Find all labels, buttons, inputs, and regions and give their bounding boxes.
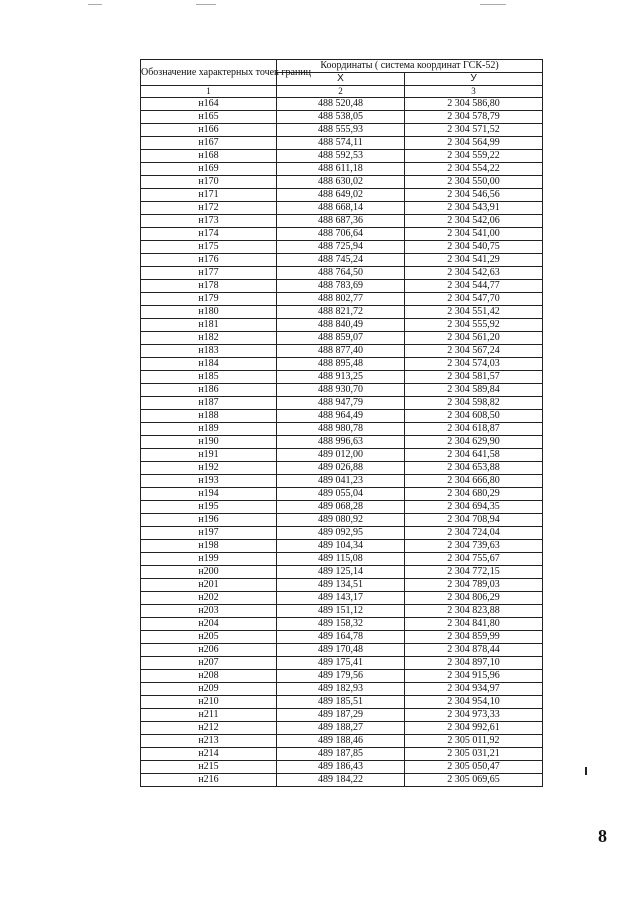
x-cell: 489 184,22 — [277, 774, 405, 787]
y-cell: 2 304 789,03 — [405, 579, 543, 592]
table-row — [141, 124, 543, 137]
point-id-cell: н197 — [141, 527, 277, 540]
x-cell: 488 802,77 — [277, 293, 405, 306]
y-cell: 2 304 608,50 — [405, 410, 543, 423]
y-cell: 2 304 878,44 — [405, 644, 543, 657]
y-cell: 2 305 069,65 — [405, 774, 543, 787]
table-row — [141, 371, 543, 384]
point-id-cell: н182 — [141, 332, 277, 345]
x-cell: 489 188,46 — [277, 735, 405, 748]
point-id-cell: н181 — [141, 319, 277, 332]
point-id-cell: н183 — [141, 345, 277, 358]
point-id-cell: н214 — [141, 748, 277, 761]
y-cell: 2 304 641,58 — [405, 449, 543, 462]
x-cell: 489 186,43 — [277, 761, 405, 774]
table-row — [141, 358, 543, 371]
x-cell: 489 182,93 — [277, 683, 405, 696]
point-id-cell: н166 — [141, 124, 277, 137]
x-cell: 488 964,49 — [277, 410, 405, 423]
x-cell: 489 170,48 — [277, 644, 405, 657]
scan-speck — [480, 4, 506, 5]
point-id-cell: н179 — [141, 293, 277, 306]
table-row — [141, 202, 543, 215]
y-cell: 2 304 708,94 — [405, 514, 543, 527]
point-id-cell: н172 — [141, 202, 277, 215]
y-cell: 2 305 050,47 — [405, 761, 543, 774]
point-id-cell: н187 — [141, 397, 277, 410]
table-row — [141, 475, 543, 488]
table-row — [141, 566, 543, 579]
y-cell: 2 304 564,99 — [405, 137, 543, 150]
table-row — [141, 696, 543, 709]
y-cell: 2 304 571,52 — [405, 124, 543, 137]
point-id-cell: н193 — [141, 475, 277, 488]
point-id-cell: н209 — [141, 683, 277, 696]
column-number: 1 — [141, 86, 277, 98]
x-cell: 488 821,72 — [277, 306, 405, 319]
table-row — [141, 501, 543, 514]
y-cell: 2 304 992,61 — [405, 722, 543, 735]
point-id-cell: н164 — [141, 98, 277, 111]
point-id-cell: н167 — [141, 137, 277, 150]
y-cell: 2 304 589,84 — [405, 384, 543, 397]
y-cell: 2 304 543,91 — [405, 202, 543, 215]
y-cell: 2 304 954,10 — [405, 696, 543, 709]
x-cell: 488 947,79 — [277, 397, 405, 410]
table-row — [141, 657, 543, 670]
table-row — [141, 774, 543, 787]
y-cell: 2 304 755,67 — [405, 553, 543, 566]
page-number: 8 — [598, 826, 607, 846]
table-row — [141, 605, 543, 618]
y-cell: 2 304 574,03 — [405, 358, 543, 371]
point-id-cell: н213 — [141, 735, 277, 748]
column-number: 3 — [405, 86, 543, 98]
x-cell: 488 668,14 — [277, 202, 405, 215]
table-row — [141, 189, 543, 202]
x-cell: 488 520,48 — [277, 98, 405, 111]
x-cell: 488 649,02 — [277, 189, 405, 202]
y-cell: 2 304 897,10 — [405, 657, 543, 670]
table-row — [141, 241, 543, 254]
table-row — [141, 449, 543, 462]
y-cell: 2 304 653,88 — [405, 462, 543, 475]
y-cell: 2 304 724,04 — [405, 527, 543, 540]
margin-mark — [585, 767, 587, 775]
point-id-cell: н212 — [141, 722, 277, 735]
table-row — [141, 293, 543, 306]
y-cell: 2 304 934,97 — [405, 683, 543, 696]
table-row — [141, 722, 543, 735]
y-cell: 2 304 973,33 — [405, 709, 543, 722]
y-cell: 2 304 806,29 — [405, 592, 543, 605]
y-cell: 2 304 561,20 — [405, 332, 543, 345]
y-cell: 2 304 567,24 — [405, 345, 543, 358]
x-cell: 489 115,08 — [277, 553, 405, 566]
x-cell: 488 783,69 — [277, 280, 405, 293]
x-cell: 488 913,25 — [277, 371, 405, 384]
y-cell: 2 304 547,70 — [405, 293, 543, 306]
point-id-cell: н198 — [141, 540, 277, 553]
y-cell: 2 304 666,80 — [405, 475, 543, 488]
x-cell: 489 068,28 — [277, 501, 405, 514]
y-cell: 2 304 540,75 — [405, 241, 543, 254]
y-cell: 2 304 544,77 — [405, 280, 543, 293]
y-cell: 2 304 694,35 — [405, 501, 543, 514]
scan-speck — [196, 4, 216, 5]
table-row — [141, 267, 543, 280]
y-cell: 2 304 554,22 — [405, 163, 543, 176]
point-id-cell: н199 — [141, 553, 277, 566]
x-cell: 489 055,04 — [277, 488, 405, 501]
header-x: X — [277, 73, 405, 86]
table-row — [141, 540, 543, 553]
y-cell: 2 304 823,88 — [405, 605, 543, 618]
table-row — [141, 319, 543, 332]
table-row — [141, 514, 543, 527]
point-id-cell: н216 — [141, 774, 277, 787]
x-cell: 488 895,48 — [277, 358, 405, 371]
table-row — [141, 709, 543, 722]
y-cell: 2 304 859,99 — [405, 631, 543, 644]
point-id-cell: н176 — [141, 254, 277, 267]
x-cell: 488 725,94 — [277, 241, 405, 254]
x-cell: 488 859,07 — [277, 332, 405, 345]
table-row — [141, 163, 543, 176]
point-id-cell: н180 — [141, 306, 277, 319]
point-id-cell: н208 — [141, 670, 277, 683]
x-cell: 488 840,49 — [277, 319, 405, 332]
table-row — [141, 215, 543, 228]
point-id-cell: н211 — [141, 709, 277, 722]
table-row — [141, 683, 543, 696]
point-id-cell: н194 — [141, 488, 277, 501]
table-row — [141, 748, 543, 761]
point-id-cell: н171 — [141, 189, 277, 202]
table-row — [141, 280, 543, 293]
x-cell: 488 538,05 — [277, 111, 405, 124]
table-row — [141, 735, 543, 748]
x-cell: 489 187,29 — [277, 709, 405, 722]
x-cell: 489 092,95 — [277, 527, 405, 540]
x-cell: 488 877,40 — [277, 345, 405, 358]
table-row — [141, 254, 543, 267]
table-row — [141, 98, 543, 111]
y-cell: 2 305 031,21 — [405, 748, 543, 761]
table-row — [141, 462, 543, 475]
y-cell: 2 304 542,06 — [405, 215, 543, 228]
point-id-cell: н195 — [141, 501, 277, 514]
point-id-cell: н191 — [141, 449, 277, 462]
x-cell: 489 187,85 — [277, 748, 405, 761]
table-row — [141, 332, 543, 345]
point-id-cell: н215 — [141, 761, 277, 774]
y-cell: 2 304 772,15 — [405, 566, 543, 579]
table-row — [141, 488, 543, 501]
x-cell: 488 611,18 — [277, 163, 405, 176]
y-cell: 2 304 541,29 — [405, 254, 543, 267]
x-cell: 488 930,70 — [277, 384, 405, 397]
point-id-cell: н196 — [141, 514, 277, 527]
point-id-cell: н210 — [141, 696, 277, 709]
point-id-cell: н184 — [141, 358, 277, 371]
table-row — [141, 176, 543, 189]
x-cell: 488 764,50 — [277, 267, 405, 280]
table-row — [141, 345, 543, 358]
point-id-cell: н174 — [141, 228, 277, 241]
point-id-cell: н201 — [141, 579, 277, 592]
table-row — [141, 631, 543, 644]
x-cell: 489 134,51 — [277, 579, 405, 592]
header-point-label: Обозначение характерных точек границ — [141, 60, 277, 86]
point-id-cell: н173 — [141, 215, 277, 228]
point-id-cell: н202 — [141, 592, 277, 605]
point-id-cell: н205 — [141, 631, 277, 644]
table-row — [141, 111, 543, 124]
x-cell: 489 164,78 — [277, 631, 405, 644]
table-row — [141, 670, 543, 683]
point-id-cell: н207 — [141, 657, 277, 670]
point-id-cell: н170 — [141, 176, 277, 189]
table-row — [141, 618, 543, 631]
y-cell: 2 304 618,87 — [405, 423, 543, 436]
y-cell: 2 304 586,80 — [405, 98, 543, 111]
y-cell: 2 304 555,92 — [405, 319, 543, 332]
point-id-cell: н203 — [141, 605, 277, 618]
table-row — [141, 644, 543, 657]
header-y: У — [405, 73, 543, 86]
point-id-cell: н204 — [141, 618, 277, 631]
x-cell: 489 175,41 — [277, 657, 405, 670]
table-row — [141, 228, 543, 241]
point-id-cell: н175 — [141, 241, 277, 254]
x-cell: 489 151,12 — [277, 605, 405, 618]
point-id-cell: н186 — [141, 384, 277, 397]
y-cell: 2 304 578,79 — [405, 111, 543, 124]
x-cell: 488 574,11 — [277, 137, 405, 150]
point-id-cell: н169 — [141, 163, 277, 176]
table-row — [141, 384, 543, 397]
table-row — [141, 527, 543, 540]
point-id-cell: н190 — [141, 436, 277, 449]
x-cell: 489 041,23 — [277, 475, 405, 488]
point-id-cell: н200 — [141, 566, 277, 579]
x-cell: 489 080,92 — [277, 514, 405, 527]
table-row — [141, 436, 543, 449]
x-cell: 488 687,36 — [277, 215, 405, 228]
x-cell: 488 706,64 — [277, 228, 405, 241]
column-number: 2 — [277, 86, 405, 98]
point-id-cell: н178 — [141, 280, 277, 293]
header-coordinates-group: Координаты ( система координат ГСК-52) — [277, 60, 543, 73]
x-cell: 488 555,93 — [277, 124, 405, 137]
x-cell: 489 143,17 — [277, 592, 405, 605]
y-cell: 2 304 629,90 — [405, 436, 543, 449]
table-row — [141, 579, 543, 592]
table-row — [141, 553, 543, 566]
scan-speck — [88, 4, 102, 5]
table-row — [141, 150, 543, 163]
table-row — [141, 306, 543, 319]
point-id-cell: н192 — [141, 462, 277, 475]
table-row — [141, 137, 543, 150]
y-cell: 2 304 680,29 — [405, 488, 543, 501]
table-row — [141, 592, 543, 605]
x-cell: 489 026,88 — [277, 462, 405, 475]
point-id-cell: н188 — [141, 410, 277, 423]
table-row — [141, 761, 543, 774]
x-cell: 488 592,53 — [277, 150, 405, 163]
table-row — [141, 423, 543, 436]
table-row — [141, 410, 543, 423]
x-cell: 488 996,63 — [277, 436, 405, 449]
x-cell: 489 185,51 — [277, 696, 405, 709]
table-row — [141, 397, 543, 410]
y-cell: 2 304 546,56 — [405, 189, 543, 202]
y-cell: 2 304 559,22 — [405, 150, 543, 163]
y-cell: 2 304 551,42 — [405, 306, 543, 319]
x-cell: 489 012,00 — [277, 449, 405, 462]
x-cell: 489 179,56 — [277, 670, 405, 683]
y-cell: 2 304 542,63 — [405, 267, 543, 280]
y-cell: 2 304 550,00 — [405, 176, 543, 189]
point-id-cell: н185 — [141, 371, 277, 384]
y-cell: 2 304 581,57 — [405, 371, 543, 384]
coordinates-table — [140, 59, 543, 787]
x-cell: 488 630,02 — [277, 176, 405, 189]
point-id-cell: н206 — [141, 644, 277, 657]
x-cell: 488 745,24 — [277, 254, 405, 267]
y-cell: 2 304 841,80 — [405, 618, 543, 631]
y-cell: 2 304 541,00 — [405, 228, 543, 241]
y-cell: 2 304 739,63 — [405, 540, 543, 553]
point-id-cell: н168 — [141, 150, 277, 163]
point-id-cell: н189 — [141, 423, 277, 436]
x-cell: 489 125,14 — [277, 566, 405, 579]
x-cell: 488 980,78 — [277, 423, 405, 436]
point-id-cell: н165 — [141, 111, 277, 124]
x-cell: 489 158,32 — [277, 618, 405, 631]
point-id-cell: н177 — [141, 267, 277, 280]
x-cell: 489 188,27 — [277, 722, 405, 735]
y-cell: 2 304 915,96 — [405, 670, 543, 683]
y-cell: 2 305 011,92 — [405, 735, 543, 748]
x-cell: 489 104,34 — [277, 540, 405, 553]
y-cell: 2 304 598,82 — [405, 397, 543, 410]
table-body — [141, 98, 543, 787]
